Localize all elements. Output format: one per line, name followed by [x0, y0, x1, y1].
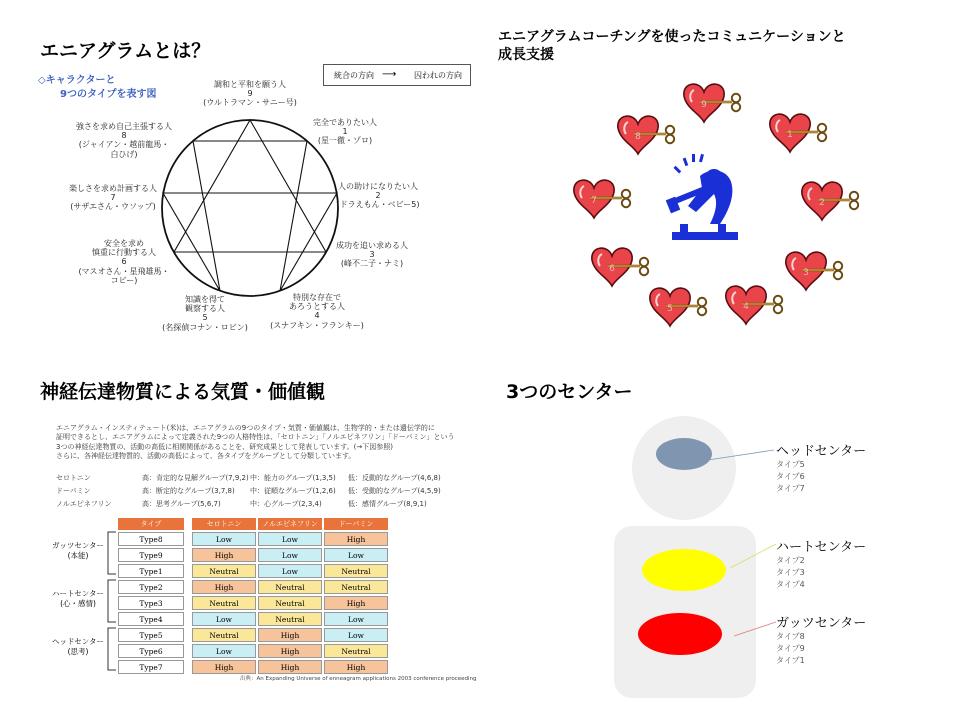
type-3-characters: (峰不二子・ナミ): [340, 259, 404, 269]
norepinephrine-cell: High: [258, 628, 322, 642]
enneagram-subtitle-line1: ◇キャラクターと: [38, 75, 116, 86]
serotonin-cell: Neutral: [192, 596, 256, 610]
heart-pointer: [730, 544, 776, 568]
serotonin-cell: Low: [192, 532, 256, 546]
type-5-name-cont: 観察する人: [185, 304, 225, 314]
table-row: [118, 612, 388, 626]
heart-number: 8: [635, 132, 641, 142]
neuro-desc-line: さらに、各神経伝達物質的、活動の高低によって、各タイプをグループとして分類しています。: [56, 452, 356, 461]
center-type: タイプ1: [776, 656, 805, 665]
enneagram-circle: [162, 120, 338, 296]
center-type: タイプ4: [776, 580, 805, 589]
heart-number: 6: [609, 264, 615, 274]
type-6-label: [74, 239, 174, 285]
neuro-desc-line: 3つの神経伝達物質の、活動の高低に相関関係があることを、研究成果として発表しています。(→下図参照): [56, 442, 393, 451]
row-group-heart: [48, 589, 108, 609]
center-pointers: [700, 440, 780, 640]
norepinephrine-cell: Low: [258, 532, 322, 546]
heart-number: 9: [701, 100, 707, 110]
neuro-group-mid: 中：従順なグループ(1,2,6): [250, 487, 336, 495]
dopamine-cell: High: [324, 660, 388, 674]
head-center-info: [776, 440, 866, 495]
type-cell: Type9: [118, 548, 184, 562]
table-row: [118, 548, 388, 562]
type-4-name: 特別な存在で: [293, 293, 341, 302]
type-5-characters: (名探偵コナン・ロビン): [162, 322, 248, 332]
type-4-characters: (スナフキン・フランキー): [270, 320, 364, 330]
serotonin-cell: High: [192, 660, 256, 674]
heart-number: 1: [787, 130, 793, 140]
coaching-title-line1: エニアグラムコーチングを使ったコミュニケーションと: [498, 29, 846, 45]
dopamine-cell: High: [324, 596, 388, 610]
dopamine-cell: Neutral: [324, 644, 388, 658]
row-group-label: ヘッドセンター: [52, 637, 104, 646]
dopamine-cell: Low: [324, 548, 388, 562]
person-with-key-icon: [666, 154, 738, 240]
center-type: タイプ5: [776, 460, 805, 469]
row-group-gut: [48, 541, 108, 561]
center-type: タイプ9: [776, 644, 805, 653]
neuro-group-low: 低：受動的なグループ(4,5,9): [348, 487, 441, 495]
serotonin-cell: Neutral: [192, 564, 256, 578]
dopamine-cell: High: [324, 532, 388, 546]
heart-key-icon: [592, 248, 648, 286]
table-row: [118, 644, 388, 658]
neuro-group-mid: 中：能力のグループ(1,3,5): [250, 474, 336, 482]
norepinephrine-cell: Neutral: [258, 612, 322, 626]
type-6-name: 安全を求め: [104, 239, 144, 248]
type-1-name: 完全でありたい人: [313, 118, 377, 127]
enneagram-hexad: [163, 141, 337, 291]
neuro-group-name: セロトニン: [56, 474, 91, 482]
type-7-label: [58, 184, 168, 212]
type-7-name: 楽しさを求め計画する人: [69, 184, 157, 193]
type-cell: Type3: [118, 596, 184, 610]
serotonin-cell: Neutral: [192, 628, 256, 642]
dopamine-cell: Low: [324, 628, 388, 642]
heart-key-icon: [650, 288, 706, 326]
type-9-label: [190, 80, 310, 108]
table-source: 出典：An Expanding Universe of enneagram applications 2003 conference proceeding: [240, 676, 477, 682]
type-7-number: 7: [110, 193, 116, 203]
coaching-title-line2: 成長支援: [498, 47, 554, 64]
center-type: タイプ2: [776, 556, 805, 565]
type-8-characters-cont: 白ひげ): [110, 149, 138, 159]
enneagram-subtitle: [38, 74, 156, 101]
neuro-group-name: ドーパミン: [56, 487, 91, 495]
heart-key-icon: [802, 182, 858, 220]
type-4-label: [262, 293, 372, 330]
type-cell: Type4: [118, 612, 184, 626]
table-row: [118, 596, 388, 610]
enneagram-subtitle-line2: 9つのタイプを表す図: [60, 88, 157, 100]
type-cell: Type1: [118, 564, 184, 578]
type-8-label: [66, 122, 182, 159]
type-5-name: 知識を得て: [185, 295, 225, 304]
neuro-group-low: 低：感情グループ(8,9,1): [348, 500, 427, 508]
serotonin-cell: High: [192, 548, 256, 562]
neurotransmitter-table: [116, 516, 390, 676]
coaching-illustration: [560, 80, 880, 350]
type-2-number: 2: [375, 191, 381, 201]
table-header: タイプ: [118, 518, 184, 530]
centers-title: 3つのセンター: [506, 381, 633, 403]
serotonin-cell: High: [192, 580, 256, 594]
type-cell: Type2: [118, 580, 184, 594]
type-3-label: [322, 241, 422, 269]
heart-number: 4: [743, 302, 749, 312]
row-group-label: ハートセンター: [52, 589, 104, 598]
table-row: [118, 564, 388, 578]
type-1-characters: (星一徹・ゾロ): [317, 136, 373, 146]
table-header: ドーパミン: [324, 518, 388, 530]
table-row: [118, 580, 388, 594]
neuro-group-high: 高：肯定的な見解グループ(7,9,2): [142, 474, 249, 482]
norepinephrine-cell: Neutral: [258, 580, 322, 594]
type-3-number: 3: [369, 250, 375, 260]
type-cell: Type6: [118, 644, 184, 658]
gut-center-info: [776, 612, 866, 667]
type-8-characters: (ジャイアン・越前龍馬・: [78, 140, 170, 150]
neuro-group-low: 低：反動的なグループ(4,6,8): [348, 474, 441, 482]
serotonin-cell: Low: [192, 644, 256, 658]
type-6-characters-cont: コビー): [110, 275, 138, 285]
type-2-label: [328, 182, 428, 210]
type-3-name: 成功を追い求める人: [336, 241, 408, 250]
norepinephrine-cell: Neutral: [258, 596, 322, 610]
legend-integration: 統合の方向: [334, 71, 374, 80]
type-cell: Type7: [118, 660, 184, 674]
gut-center-label: ガッツセンター: [776, 616, 867, 631]
neuro-desc-line: エニアグラム・インスティテュート(米)は、エニアグラムの9つのタイプ・気質・価値観は、生物学的・または遺伝学的に: [56, 424, 435, 432]
neuro-desc-line: 証明できるとし、エニアグラムによって定義された9つの人格特性は、「セロトニン」「ノルエピネフリン」「ドーパミン」という: [56, 433, 455, 442]
heart-number: 3: [803, 268, 809, 278]
table-row: [118, 532, 388, 546]
head-center-label: ヘッドセンター: [776, 444, 867, 459]
type-6-number: 6: [121, 257, 127, 267]
heart-number: 5: [667, 304, 673, 314]
table-row: [118, 628, 388, 642]
norepinephrine-cell: Low: [258, 548, 322, 562]
center-type: タイプ6: [776, 472, 805, 481]
heart-key-icon: [770, 114, 826, 152]
serotonin-cell: Low: [192, 612, 256, 626]
type-7-characters: (サザエさん・ウソップ): [70, 202, 156, 212]
table-header: セロトニン: [192, 518, 256, 530]
heart-number: 7: [591, 196, 597, 206]
row-group-label: ガッツセンター: [51, 541, 105, 550]
heart-center-info: [776, 536, 866, 591]
legend-arrow-icon: ⟶: [382, 69, 397, 80]
dopamine-cell: Neutral: [324, 564, 388, 578]
type-cell: Type5: [118, 628, 184, 642]
table-header-row: [118, 518, 388, 530]
type-1-label: [300, 118, 390, 146]
norepinephrine-cell: High: [258, 644, 322, 658]
type-6-characters: (マスオさん・星飛雄馬・: [78, 266, 170, 276]
dopamine-cell: Low: [324, 612, 388, 626]
enneagram-title: エニアグラムとは？: [40, 40, 211, 62]
type-4-number: 4: [314, 311, 320, 321]
neuro-description: [56, 424, 454, 462]
center-type: タイプ3: [776, 568, 805, 577]
type-cell: Type8: [118, 532, 184, 546]
type-2-name: 人の助けになりたい人: [338, 182, 418, 191]
row-group-sublabel: (本能): [67, 550, 89, 560]
type-2-characters: (ドラえもん・ベビー5): [336, 200, 420, 210]
neuro-group-name: ノルエピネフリン: [56, 500, 112, 508]
type-8-number: 8: [121, 131, 127, 141]
center-type: タイプ8: [776, 632, 805, 641]
table-header: ノルエピネフリン: [258, 518, 322, 530]
type-9-name: 調和と平和を願う人: [214, 80, 286, 89]
heart-key-icon: [574, 180, 630, 218]
gut-pointer: [734, 622, 776, 636]
neuro-group-high: 高：断定的なグループ(3,7,8): [142, 487, 235, 495]
head-pointer: [708, 450, 774, 460]
row-group-head: [48, 637, 108, 657]
heart-key-icon: [618, 116, 674, 154]
heart-key-icon: [786, 252, 842, 290]
legend-disintegration: 囚われの方向: [414, 71, 462, 80]
neuro-title: 神経伝達物質による気質・価値観: [40, 381, 326, 403]
neuro-group-high: 高：思考グループ(5,6,7): [142, 500, 221, 508]
type-9-number: 9: [247, 89, 253, 99]
table-row: [118, 660, 388, 674]
type-5-number: 5: [202, 313, 208, 323]
dopamine-cell: Neutral: [324, 580, 388, 594]
type-9-characters: (ウルトラマン・サニー号): [203, 98, 297, 108]
row-group-sublabel: (心・感情): [60, 598, 96, 608]
heart-center-label: ハートセンター: [776, 540, 867, 555]
coaching-title: [498, 28, 846, 64]
enneagram-legend: [323, 64, 471, 86]
center-type: タイプ7: [776, 484, 805, 493]
type-6-name-cont: 慎重に行動する人: [92, 248, 156, 258]
heart-key-icon: [726, 286, 782, 324]
norepinephrine-cell: High: [258, 660, 322, 674]
heart-number: 2: [819, 198, 825, 208]
type-1-number: 1: [342, 127, 348, 137]
type-8-name: 強さを求め自己主張する人: [76, 122, 172, 131]
type-4-name-cont: あろうとする人: [289, 302, 345, 312]
type-5-label: [150, 295, 260, 332]
norepinephrine-cell: Low: [258, 564, 322, 578]
neuro-group-mid: 中：心グループ(2,3,4): [250, 500, 322, 508]
heart-key-icon: [684, 84, 740, 122]
row-group-sublabel: (思考): [67, 646, 89, 656]
